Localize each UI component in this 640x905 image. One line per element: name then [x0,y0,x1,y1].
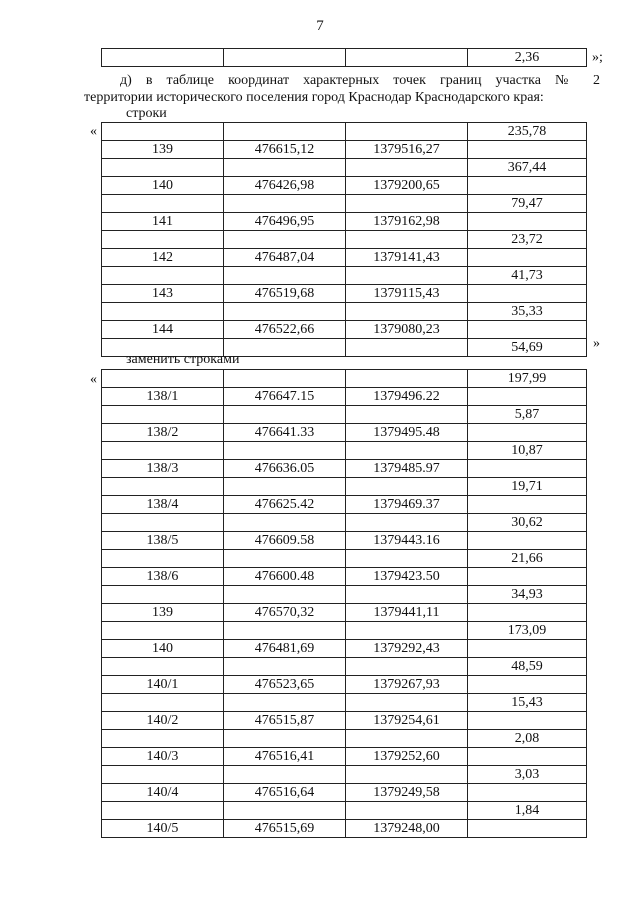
table-row [102,496,587,514]
y-cell [346,730,468,748]
y-cell: 1379080,23 [346,321,468,339]
distance-cell [468,820,587,838]
distance-cell: 1,84 [468,802,587,820]
table-row [102,568,587,586]
y-cell [346,658,468,676]
point-cell: 138/5 [102,532,224,550]
table-row [102,424,587,442]
point-cell [102,514,224,532]
instruction-paragraph [86,72,600,106]
x-cell [224,730,346,748]
continuation-table [101,48,587,67]
table-row [102,676,587,694]
y-cell [346,442,468,460]
y-cell: 1379423.50 [346,568,468,586]
x-cell [224,370,346,388]
x-cell [224,442,346,460]
y-cell [346,802,468,820]
point-cell [102,730,224,748]
x-cell: 476625.42 [224,496,346,514]
table-row [102,195,587,213]
table-row [102,604,587,622]
distance-cell [468,568,587,586]
x-cell: 476487,04 [224,249,346,267]
coordinates-table-old [101,122,587,357]
y-cell [346,694,468,712]
y-cell [346,159,468,177]
point-cell [102,303,224,321]
point-cell: 138/2 [102,424,224,442]
point-cell [102,406,224,424]
table-row [102,694,587,712]
x-cell: 476516,41 [224,748,346,766]
distance-cell: 48,59 [468,658,587,676]
distance-cell [468,496,587,514]
page-number: 7 [316,18,324,34]
table-row [102,123,587,141]
table-row [102,285,587,303]
y-cell: 1379495.48 [346,424,468,442]
distance-cell [468,213,587,231]
y-cell: 1379496.22 [346,388,468,406]
y-cell [346,231,468,249]
x-cell: 476519,68 [224,285,346,303]
y-cell: 1379162,98 [346,213,468,231]
x-cell [224,802,346,820]
x-cell: 476496,95 [224,213,346,231]
point-cell [102,766,224,784]
table-row [102,141,587,159]
table-row [102,586,587,604]
table-row [102,267,587,285]
distance-cell [468,676,587,694]
point-cell [102,123,224,141]
paragraph-line: д) в таблице координат характерных точек границ участка № 2 [120,73,600,88]
x-cell [224,339,346,357]
distance-cell: 35,33 [468,303,587,321]
table-body [102,370,587,838]
y-cell [346,514,468,532]
point-cell [102,586,224,604]
table-row [102,622,587,640]
y-cell [346,195,468,213]
distance-cell: 173,09 [468,622,587,640]
table-row [102,370,587,388]
y-cell: 1379200,65 [346,177,468,195]
point-cell [102,478,224,496]
point-cell [102,231,224,249]
table-body [102,123,587,357]
x-cell [224,694,346,712]
distance-cell [468,249,587,267]
y-cell: 1379443.16 [346,532,468,550]
y-cell: 1379252,60 [346,748,468,766]
close-quote: » [593,336,600,351]
x-cell: 476516,64 [224,784,346,802]
x-cell [224,514,346,532]
x-cell [224,123,346,141]
distance-cell: 2,36 [468,49,587,67]
table-row [102,177,587,195]
table-row [102,321,587,339]
table-row [102,730,587,748]
x-cell [224,586,346,604]
table-row [102,550,587,568]
table-row [102,640,587,658]
point-cell: 138/3 [102,460,224,478]
y-cell [346,303,468,321]
table-row [102,658,587,676]
distance-cell [468,532,587,550]
coordinates-table-new [101,369,587,838]
table-row [102,784,587,802]
x-cell [224,622,346,640]
distance-cell: 34,93 [468,586,587,604]
table-row [102,514,587,532]
x-cell: 476522,66 [224,321,346,339]
table-row [102,388,587,406]
x-cell: 476426,98 [224,177,346,195]
y-cell [346,622,468,640]
x-cell [224,231,346,249]
point-cell: 139 [102,141,224,159]
x-cell [224,406,346,424]
distance-cell: 5,87 [468,406,587,424]
x-cell: 476515,87 [224,712,346,730]
y-cell: 1379115,43 [346,285,468,303]
distance-cell: 15,43 [468,694,587,712]
table-row [102,712,587,730]
table-row [102,49,587,67]
point-cell: 142 [102,249,224,267]
point-cell: 143 [102,285,224,303]
distance-cell [468,321,587,339]
point-cell [102,442,224,460]
point-cell [102,622,224,640]
y-cell [346,267,468,285]
x-cell: 476600.48 [224,568,346,586]
x-cell [224,195,346,213]
y-cell [346,49,468,67]
x-cell: 476641.33 [224,424,346,442]
x-cell: 476570,32 [224,604,346,622]
point-cell [102,159,224,177]
distance-cell: 19,71 [468,478,587,496]
table-row [102,766,587,784]
x-cell: 476647.15 [224,388,346,406]
point-cell: 141 [102,213,224,231]
point-cell: 138/4 [102,496,224,514]
point-cell: 139 [102,604,224,622]
y-cell: 1379254,61 [346,712,468,730]
table-row [102,478,587,496]
x-cell [224,267,346,285]
x-cell [224,766,346,784]
y-cell [346,370,468,388]
distance-cell: 21,66 [468,550,587,568]
x-cell [224,49,346,67]
open-quote: « [90,124,97,139]
y-cell [346,766,468,784]
table-row [102,231,587,249]
table-row [102,442,587,460]
distance-cell [468,177,587,195]
paragraph-line: территории исторического поселения город Краснодар Краснодарского края: [84,90,544,105]
y-cell: 1379292,43 [346,640,468,658]
point-cell [102,267,224,285]
point-cell [102,694,224,712]
point-cell: 138/6 [102,568,224,586]
x-cell: 476515,69 [224,820,346,838]
y-cell [346,478,468,496]
x-cell: 476523,65 [224,676,346,694]
point-cell [102,550,224,568]
y-cell [346,406,468,424]
y-cell: 1379248,00 [346,820,468,838]
point-cell: 140/1 [102,676,224,694]
rows-label: строки [126,106,167,121]
y-cell: 1379516,27 [346,141,468,159]
point-cell [102,49,224,67]
distance-cell [468,141,587,159]
y-cell: 1379469.37 [346,496,468,514]
point-cell: 140/5 [102,820,224,838]
y-cell [346,339,468,357]
table-row [102,820,587,838]
distance-cell: 367,44 [468,159,587,177]
open-quote: « [90,372,97,387]
distance-cell: 30,62 [468,514,587,532]
y-cell [346,586,468,604]
distance-cell: 23,72 [468,231,587,249]
table-row [102,802,587,820]
x-cell [224,303,346,321]
table-row [102,303,587,321]
distance-cell: 41,73 [468,267,587,285]
point-cell [102,195,224,213]
point-cell [102,802,224,820]
y-cell: 1379141,43 [346,249,468,267]
distance-cell: 235,78 [468,123,587,141]
point-cell: 138/1 [102,388,224,406]
x-cell [224,658,346,676]
table-row [102,460,587,478]
y-cell: 1379249,58 [346,784,468,802]
point-cell: 140 [102,177,224,195]
table-row [102,159,587,177]
y-cell: 1379485.97 [346,460,468,478]
distance-cell [468,424,587,442]
x-cell: 476609.58 [224,532,346,550]
distance-cell [468,748,587,766]
point-cell [102,370,224,388]
x-cell [224,550,346,568]
table-row [102,213,587,231]
distance-cell [468,712,587,730]
table-row [102,748,587,766]
distance-cell: 54,69 [468,339,587,357]
table-row [102,532,587,550]
distance-cell [468,784,587,802]
y-cell: 1379441,11 [346,604,468,622]
distance-cell [468,640,587,658]
distance-cell [468,388,587,406]
distance-cell [468,285,587,303]
point-cell: 144 [102,321,224,339]
point-cell [102,658,224,676]
distance-cell: 197,99 [468,370,587,388]
table-row [102,406,587,424]
distance-cell: 10,87 [468,442,587,460]
x-cell: 476615,12 [224,141,346,159]
x-cell [224,159,346,177]
point-cell: 140/4 [102,784,224,802]
distance-cell [468,460,587,478]
x-cell [224,478,346,496]
distance-cell [468,604,587,622]
distance-cell: 2,08 [468,730,587,748]
x-cell: 476636.05 [224,460,346,478]
y-cell [346,123,468,141]
point-cell: 140/2 [102,712,224,730]
replace-label: заменить строками [126,352,240,367]
x-cell: 476481,69 [224,640,346,658]
closing-quote-semicolon: »; [592,50,603,65]
point-cell: 140/3 [102,748,224,766]
table-row [102,249,587,267]
y-cell [346,550,468,568]
distance-cell: 79,47 [468,195,587,213]
distance-cell: 3,03 [468,766,587,784]
point-cell: 140 [102,640,224,658]
y-cell: 1379267,93 [346,676,468,694]
